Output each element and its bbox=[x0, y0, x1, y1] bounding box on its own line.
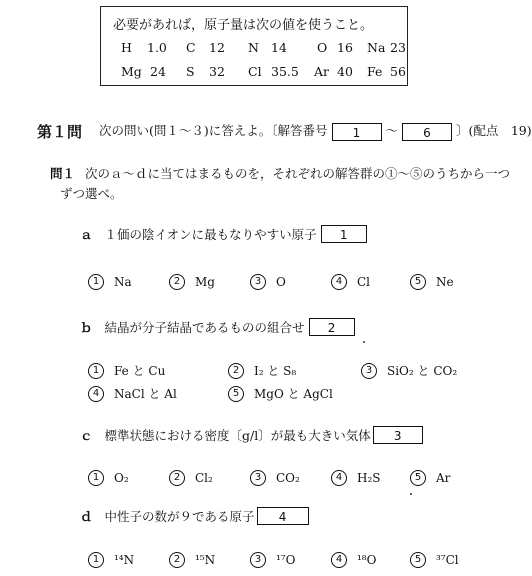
choice-number: 4 bbox=[331, 274, 347, 290]
part-a-prompt: １価の陰イオンに最もなりやすい原子 bbox=[104, 227, 317, 242]
choice-text: SiO₂ と CO₂ bbox=[387, 364, 458, 378]
choice-number: 2 bbox=[169, 470, 185, 486]
choice-text: MgO と AgCl bbox=[254, 387, 333, 401]
atomic-mass-intro: 必要があれば，原子量は次の値を使うこと。 bbox=[113, 18, 374, 33]
choice-number: 2 bbox=[169, 552, 185, 568]
choice-text: NaCl と Al bbox=[114, 387, 177, 401]
element-mass: 23 bbox=[390, 40, 406, 55]
answer-box-end[interactable]: 6 bbox=[402, 123, 452, 141]
element-symbol: C bbox=[186, 40, 196, 55]
answer-box-3[interactable]: 3 bbox=[373, 426, 423, 444]
choice-number: 4 bbox=[331, 470, 347, 486]
answer-box-2[interactable]: 2 bbox=[309, 318, 355, 336]
choice-text: ¹⁸O bbox=[357, 553, 377, 567]
choice-number: 1 bbox=[88, 470, 104, 486]
answer-box-start[interactable]: 1 bbox=[332, 123, 382, 141]
choice-number: 5 bbox=[410, 470, 426, 486]
part-c-label: ｃ bbox=[80, 428, 93, 443]
choice-number: 1 bbox=[88, 552, 104, 568]
element-symbol: Na bbox=[367, 40, 386, 55]
question1 bbox=[50, 164, 510, 204]
element-symbol: O bbox=[317, 40, 328, 55]
choice-text: Fe と Cu bbox=[114, 364, 166, 378]
choice-text: Mg bbox=[195, 275, 215, 289]
choice-text: Ar bbox=[436, 471, 451, 485]
question1-line1: 次のａ～ｄに当てはまるものを，それぞれの解答群の①～⑤のうちから一つ bbox=[85, 166, 511, 181]
choice-c1[interactable] bbox=[88, 470, 129, 486]
choice-c5[interactable] bbox=[410, 470, 450, 486]
choice-d5[interactable] bbox=[410, 552, 459, 568]
scan-speck bbox=[410, 493, 412, 495]
element-symbol: Fe bbox=[367, 64, 383, 79]
answer-box-1[interactable]: 1 bbox=[321, 225, 367, 243]
element-symbol: H bbox=[121, 40, 132, 55]
choice-a4[interactable] bbox=[331, 274, 370, 290]
element-symbol: S bbox=[186, 64, 195, 79]
choice-text: CO₂ bbox=[276, 471, 300, 485]
part-c-prompt: 標準状態における密度〔g/l〕が最も大きい気体 bbox=[104, 428, 371, 443]
choice-text: O₂ bbox=[114, 471, 129, 485]
question1-line2: ずつ選べ。 bbox=[60, 186, 123, 201]
element-mass: 1.0 bbox=[147, 40, 167, 55]
element-mass: 35.5 bbox=[271, 64, 299, 79]
choice-number: 4 bbox=[88, 386, 104, 402]
part-d-prompt-row bbox=[80, 507, 309, 525]
choice-text: O bbox=[276, 275, 286, 289]
element-mass: 24 bbox=[150, 64, 166, 79]
element-symbol: Cl bbox=[248, 64, 262, 79]
choice-text: Cl₂ bbox=[195, 471, 213, 485]
element-mass: 32 bbox=[209, 64, 225, 79]
choice-number: 4 bbox=[331, 552, 347, 568]
choice-b4[interactable] bbox=[88, 385, 177, 402]
choice-a5[interactable] bbox=[410, 274, 454, 290]
choice-text: Cl bbox=[357, 275, 371, 289]
choice-c2[interactable] bbox=[169, 470, 213, 486]
choice-a3[interactable] bbox=[250, 274, 286, 290]
choice-number: 5 bbox=[228, 386, 244, 402]
element-symbol: Mg bbox=[121, 64, 142, 79]
element-mass: 56 bbox=[390, 64, 406, 79]
choice-c3[interactable] bbox=[250, 470, 300, 486]
part-a-label: ａ bbox=[80, 227, 93, 242]
choice-text: H₂S bbox=[357, 471, 381, 485]
scan-speck bbox=[363, 341, 365, 343]
problem-instruction-line bbox=[99, 121, 532, 141]
problem-instruction: 次の問い(問１～３)に答えよ。〔解答番号 bbox=[99, 123, 328, 138]
choice-number: 2 bbox=[228, 363, 244, 379]
part-b-prompt-row bbox=[80, 318, 355, 336]
choice-d3[interactable] bbox=[250, 552, 295, 568]
element-mass: 14 bbox=[271, 40, 287, 55]
choice-a2[interactable] bbox=[169, 274, 215, 290]
choice-number: 2 bbox=[169, 274, 185, 290]
question1-label: 問１ bbox=[50, 166, 76, 181]
choice-text: Ne bbox=[436, 275, 454, 289]
choice-b1[interactable] bbox=[88, 362, 165, 379]
choice-number: 5 bbox=[410, 274, 426, 290]
choice-text: ¹⁵N bbox=[195, 553, 216, 567]
atomic-mass-box bbox=[100, 6, 408, 86]
choice-a1[interactable] bbox=[88, 274, 132, 290]
choice-d2[interactable] bbox=[169, 552, 215, 568]
choice-b2[interactable] bbox=[228, 362, 296, 379]
part-d-prompt: 中性子の数が９である原子 bbox=[104, 509, 255, 524]
choice-number: 3 bbox=[250, 274, 266, 290]
part-a-prompt-row bbox=[80, 225, 367, 243]
choice-d4[interactable] bbox=[331, 552, 376, 568]
choice-number: 5 bbox=[410, 552, 426, 568]
choice-number: 3 bbox=[250, 552, 266, 568]
choice-text: Na bbox=[114, 275, 132, 289]
choice-number: 3 bbox=[250, 470, 266, 486]
choice-c4[interactable] bbox=[331, 470, 381, 486]
choice-b5[interactable] bbox=[228, 385, 333, 402]
element-mass: 40 bbox=[337, 64, 353, 79]
element-mass: 16 bbox=[337, 40, 353, 55]
choice-text: ³⁷Cl bbox=[436, 553, 459, 567]
range-separator: ～ bbox=[385, 123, 398, 138]
choice-number: 1 bbox=[88, 274, 104, 290]
part-b-label: ｂ bbox=[80, 320, 93, 335]
choice-number: 1 bbox=[88, 363, 104, 379]
part-d-label: ｄ bbox=[80, 509, 93, 524]
element-mass: 12 bbox=[209, 40, 225, 55]
choice-text: ¹⁴N bbox=[114, 553, 135, 567]
part-c-prompt-row bbox=[80, 426, 423, 444]
choice-number: 3 bbox=[361, 363, 377, 379]
choice-text: ¹⁷O bbox=[276, 553, 296, 567]
choice-d1[interactable] bbox=[88, 552, 134, 568]
element-symbol: Ar bbox=[314, 64, 330, 79]
choice-b3[interactable] bbox=[361, 362, 457, 379]
answer-box-4[interactable]: 4 bbox=[257, 507, 309, 525]
problem-heading: 第１問 bbox=[37, 123, 83, 141]
choice-text: I₂ と S₈ bbox=[254, 364, 297, 378]
part-b-prompt: 結晶が分子結晶であるものの組合せ bbox=[104, 320, 305, 335]
problem-points: 〕(配点 19) bbox=[455, 123, 532, 138]
element-symbol: N bbox=[248, 40, 259, 55]
